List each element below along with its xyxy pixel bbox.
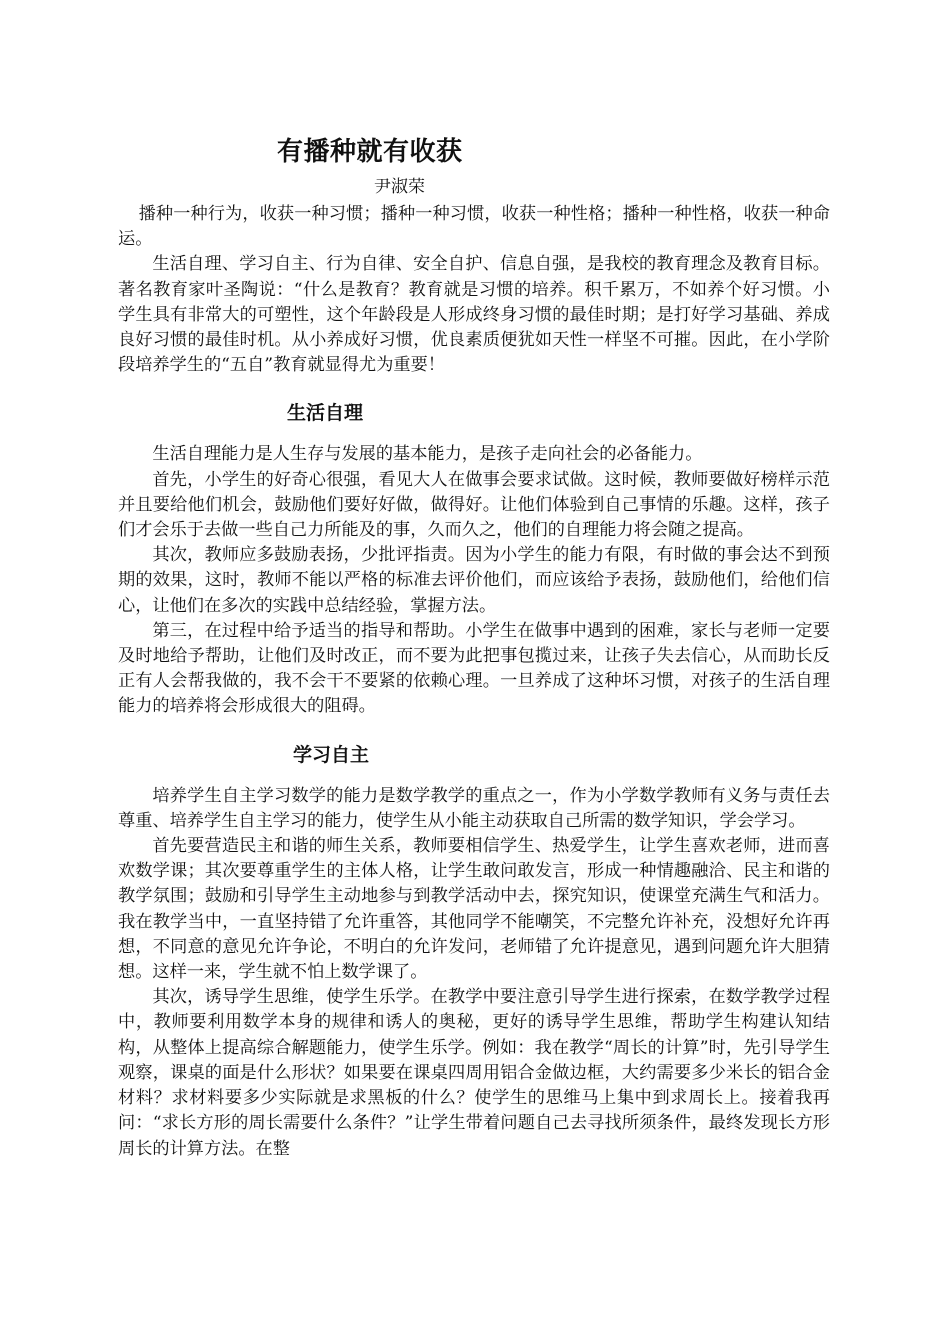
section-paragraph: 培养学生自主学习数学的能力是数学教学的重点之一，作为小学数学教师有义务与责任去尊重、培养学生自主学习的能力，使学生从小能主动获取自己所需的数学知识，学会学习。 bbox=[118, 785, 830, 831]
section-heading-learning-autonomy: 学习自主 bbox=[293, 743, 370, 766]
document-title: 有播种就有收获 bbox=[277, 137, 463, 167]
section-paragraph: 生活自理能力是人生存与发展的基本能力，是孩子走向社会的必备能力。 bbox=[152, 444, 703, 465]
author-name: 尹淑荣 bbox=[374, 177, 425, 197]
intro-paragraph: 播种一种行为，收获一种习惯；播种一种习惯，收获一种性格；播种一种性格，收获一种命运。 bbox=[118, 204, 830, 250]
section-paragraph: 其次，诱导学生思维，使学生乐学。在教学中要注意引导学生进行探索，在数学教学过程中，教师要利用数学本身的规律和诱人的奥秘，更好的诱导学生思维，帮助学生构建认知结构，从整体上提高综合解题能力，使学生乐学。例如：我在教学“周长的计算”时，先引导学生观察，课桌的面是什么形状？如果要在课桌四周用铝合金做边框，大约需要多少米长的铝合金材料？求材料要多少实际就是求黑板的什么？使学生的思维马上集中到求周长上。接着我再问：“求长方形的周长需要什么条件？”让学生带着问题自己去寻找所须条件，最终发现长方形周长的计算方法。在整 bbox=[118, 987, 830, 1159]
section-paragraph: 首先，小学生的好奇心很强，看见大人在做事会要求试做。这时候，教师要做好榜样示范并且要给他们机会，鼓励他们要好好做，做得好。让他们体验到自己事情的乐趣。这样，孩子们才会乐于去做一些自己力所能及的事，久而久之，他们的自理能力将会随之提高。 bbox=[118, 469, 830, 541]
section-heading-life-self-care: 生活自理 bbox=[287, 402, 364, 425]
section-paragraph: 其次，教师应多鼓励表扬，少批评指责。因为小学生的能力有限，有时做的事会达不到预期的效果，这时，教师不能以严格的标准去评价他们，而应该给予表扬，鼓励他们，给他们信心，让他们在多次的实践中总结经验，掌握方法。 bbox=[118, 545, 830, 616]
section-paragraph: 第三，在过程中给予适当的指导和帮助。小学生在做事中遇到的困难，家长与老师一定要及时地给予帮助，让他们及时改正，而不要为此把事包揽过来，让孩子失去信心，从而助长反正有人会帮我做的，我不会干不要紧的依赖心理。一旦养成了这种坏习惯，对孩子的生活自理能力的培养将会形成很大的阻碍。 bbox=[118, 620, 830, 717]
section-paragraph: 首先要营造民主和谐的师生关系，教师要相信学生、热爱学生，让学生喜欢老师，进而喜欢数学课；其次要尊重学生的主体人格，让学生敢问敢发言，形成一种情趣融洽、民主和谐的教学氛围；鼓励和引导学生主动地参与到教学活动中去，探究知识，使课堂充满生气和活力。我在教学当中，一直坚持错了允许重答，其他同学不能嘲笑，不完整允许补充，没想好允许再想，不同意的意见允许争论，不明白的允许发问，老师错了允许提意见，遇到问题允许大胆猜想。这样一来，学生就不怕上数学课了。 bbox=[118, 836, 830, 983]
document-body bbox=[118, 202, 830, 1162]
intro-paragraph: 生活自理、学习自主、行为自律、安全自护、信息自强，是我校的教育理念及教育目标。著名教育家叶圣陶说：“什么是教育？教育就是习惯的培养。积千累万，不如养个好习惯。小学生具有非常大的可塑性，这个年龄段是人形成终身习惯的最佳时期；是打好学习基础、养成良好习惯的最佳时机。从小养成好习惯，优良素质便犹如天性一样坚不可摧。因此，在小学阶段培养学生的“五自”教育就显得尤为重要！ bbox=[118, 254, 830, 376]
